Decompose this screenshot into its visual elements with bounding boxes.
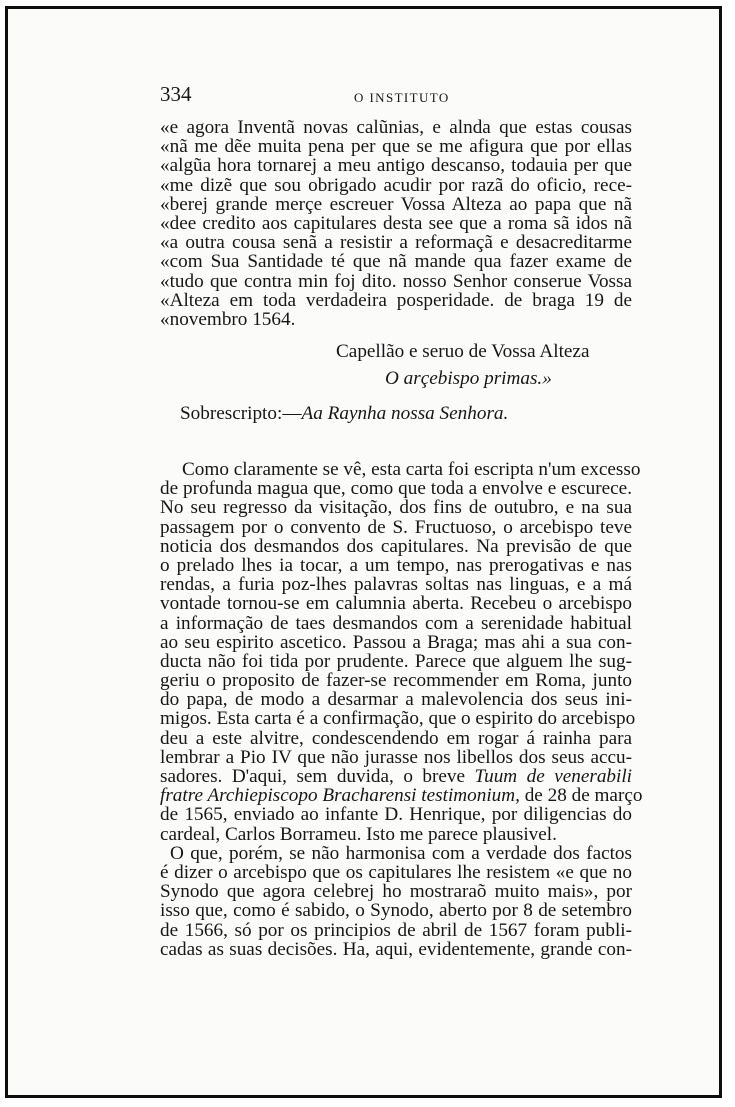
paragraph-line: de 1565, enviado ao infante D. Henrique, por diligencias do	[160, 804, 632, 826]
letter-line: «dee credito aos capitulares desta see que a roma sã idos nã	[160, 212, 632, 234]
paragraph-line: migos. Esta carta é a confirmação, que o espirito do arcebispo	[160, 708, 636, 730]
letter-line: «Alteza em toda verdadeira posperidade. de braga 19 de	[160, 289, 632, 311]
paragraph-line: Synodo que agora celebrej ho mostraraõ muito mais», por	[160, 881, 632, 903]
signature-line-2: O arçebispo primas.»	[385, 368, 552, 389]
paragraph-line: geriu o proposito de fazer-se recommender em Roma, junto	[160, 670, 632, 692]
letter-line: «nã me dẽe muita pena per que se me afigura que por ellas	[160, 136, 632, 158]
paragraph-line: cadas as suas decisões. Ha, aqui, evidentemente, grande con-	[160, 938, 632, 960]
letter-line: «novembro 1564.	[160, 308, 296, 330]
signature-line-1: Capellão e seruo de Vossa Alteza	[336, 341, 590, 362]
paragraph-line: ao seu espirito ascetico. Passou a Braga; mas ahi a sua con-	[160, 631, 632, 653]
letter-line: «tudo que contra min foj dito. nosso Senhor conserue Vossa	[160, 270, 632, 292]
letter-line: «berej grande merçe escreuer Vossa Alteza ao papa que nã	[160, 193, 632, 215]
paragraph-line: de 1566, só por os principios de abril de 1567 foram publi-	[160, 919, 632, 941]
paragraph-line: lembrar a Pio IV que não jurasse nos libellos dos seus accu-	[160, 746, 632, 768]
paragraph-line: passagem por o convento de S. Fructuoso, o arcebispo teve	[160, 516, 632, 538]
breve-title: Tuum de venerabili	[474, 766, 632, 787]
superscription-text: Aa Raynha nossa Senhora.	[301, 403, 509, 424]
paragraph-line: Como claramente se vê, esta carta foi escripta n'um excesso	[182, 459, 641, 480]
paragraph-line	[160, 767, 632, 786]
paragraph-line: No seu regresso da visitação, dos fins de outubro, e na sua	[160, 497, 632, 519]
superscription	[180, 402, 508, 426]
commentary	[160, 459, 643, 960]
running-title: O INSTITUTO	[354, 90, 450, 105]
text-column	[160, 117, 643, 960]
text-run: sadores. D'aqui, sem duvida, o breve	[160, 766, 475, 787]
paragraph-line: a informação de taes desmandos com a serenidade habitual	[160, 612, 632, 634]
page-header	[160, 82, 640, 112]
text-run: de 28 de março	[519, 785, 643, 807]
paragraph-line: o prelado lhes ia tocar, a um tempo, nas prerogativas e nas	[160, 554, 632, 576]
letter-line: «a outra cousa senã a resistir a reformaçã e desacreditarme	[160, 232, 632, 254]
letter-line: «me dizẽ que sou obrigado acudir por razã do oficio, rece-	[160, 174, 632, 196]
paragraph-line: rendas, a furia poz-lhes palavras soltas nas linguas, e a má	[160, 574, 632, 596]
paragraph-line: é dizer o arcebispo que os capitulares lhe resistem «e que no	[160, 861, 632, 883]
letter-line: «e agora Inventã novas calũnias, e alnda que estas cousas	[160, 117, 632, 138]
superscription-label: Sobrescripto:—	[180, 403, 302, 424]
paragraph-line: O que, porém, se não harmonisa com a verdade dos factos	[170, 842, 632, 864]
paragraph-line: isso que, como é sabido, o Synodo, aberto por 8 de setembro	[160, 900, 632, 922]
letter-line: «com Sua Santidade té que nã mande qua fazer exame de	[160, 251, 632, 273]
paragraph-line: vontade tornou-se em calumnia aberta. Recebeu o arcebispo	[160, 593, 632, 615]
paragraph-line: ducta não foi tida por prudente. Parece que alguem lhe sug-	[160, 650, 632, 672]
letter-line: «algũa hora tornarej a meu antigo descanso, todauia per que	[160, 155, 632, 177]
breve-title-cont: fratre Archiepiscopo Bracharensi testimonium,	[160, 785, 520, 807]
paragraph-line: de profunda magua que, como que toda a envolve e escurece.	[160, 478, 632, 500]
paragraph-line	[160, 785, 643, 807]
page-number: 334	[160, 82, 192, 106]
quoted-letter	[160, 118, 632, 329]
paragraph-line: noticia dos desmandos dos capitulares. Na previsão de que	[160, 535, 632, 557]
paragraph-line: cardeal, Carlos Borrameu. Isto me parece plausivel.	[160, 823, 557, 845]
paragraph-line: do papa, de modo a desarmar a malevolencia dos seus ini-	[160, 689, 632, 711]
paragraph-line: deu a este alvitre, condescendendo em rogar á rainha para	[160, 727, 632, 749]
